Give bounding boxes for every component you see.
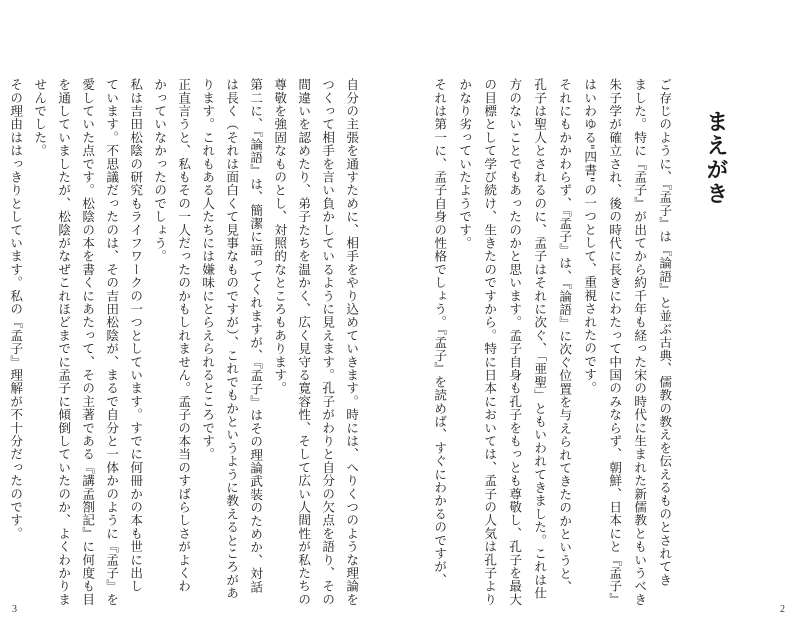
text-line: 間違いを認めたり、弟子たちを温かく、広く見守る寛容性、そして広い人間性が私たちの [296,78,312,606]
text-line: かなり劣っていたようです。 [457,78,473,250]
text-line: は長く（それは面白くて見事なものですが）、これでもかというように教えるところがあ [224,78,240,600]
text-line: せんでした。 [32,78,48,158]
text-line: 愛していた点です。松陰の本を書くにあたって、その主著である『講孟劄記』に何度も目 [80,78,96,606]
text-line: 朱子学が確立され、後の時代に長きにわたって中国のみならず、朝鮮、日本にと『孟子』 [607,78,623,606]
right-page-body [400,78,700,606]
text-line: 第二に、『論語』は、簡潔に語ってくれますが、『孟子』はその理論武装のためか、対話 [248,78,264,594]
text-line: ご存じのように、『孟子』は『論語』と並ぶ古典、儒教の教えを伝えるものとされてき [657,78,673,587]
text-line: はいわゆる"四書"の一つとして、重視されたのです。 [582,78,598,395]
text-line: その理由ははっきりとしています。私の『孟子』理解が不十分だったのです。 [8,78,24,540]
text-line: 孔子は聖人とされるのに、孟子はそれに次ぐ、「亜聖」ともいわれてきました。これは仕 [532,78,548,600]
left-page-body [8,78,370,606]
page-number-left: 3 [12,604,17,615]
text-line: つくって相手を言い負かしているように見えます。孔子がわりと自分の欠点を語り、その [320,78,336,606]
chapter-heading: まえがき [703,110,728,206]
text-line: ています。不思議だったのは、その吉田松陰が、まるで自分と一体かのように『孟子』を [104,78,120,606]
page-number-right: 2 [780,604,785,615]
text-line: それは第一に、孟子自身の性格でしょう。『孟子』を読めば、すぐにわかるのですが、 [432,78,448,587]
text-line: の目標として学び続け、生きたのですから。特に日本においては、孟子の人気は孔子より [482,78,498,606]
text-line: 尊敬を強固なものとし、対照的なところもあります。 [272,78,288,395]
text-line: 方のないことでもあったのかと思います。孟子自身も孔子をもっとも尊敬し、孔子を最大 [507,78,523,606]
text-line: 正直言うと、私もその一人だったのかもしれません。孟子の本当のすばらしさがよくわ [176,78,192,593]
text-line: を通していましたが、松陰がなぜこれほどまでに孟子に傾倒していたのか、よくわかりま [56,78,72,606]
text-line: 自分の主張を通すために、相手をやり込めていきます。時には、へりくつのような理論を [344,78,360,606]
text-line: ました。特に『孟子』が出てから約千年も経った宋の時代に生まれた新儒教ともいうべき [632,78,648,606]
text-line: かっていなかったのでしょう。 [152,78,168,263]
text-line: 私は吉田松陰の研究もライフワークの一つとしています。すでに何冊かの本も世に出し [128,78,144,593]
text-line: それにもかかわらず、『孟子』は、『論語』に次ぐ位置を与えられてきたのかというと、 [557,78,573,594]
text-line: ります。これもある人たちには嫌味にとらえられるところです。 [200,78,216,461]
